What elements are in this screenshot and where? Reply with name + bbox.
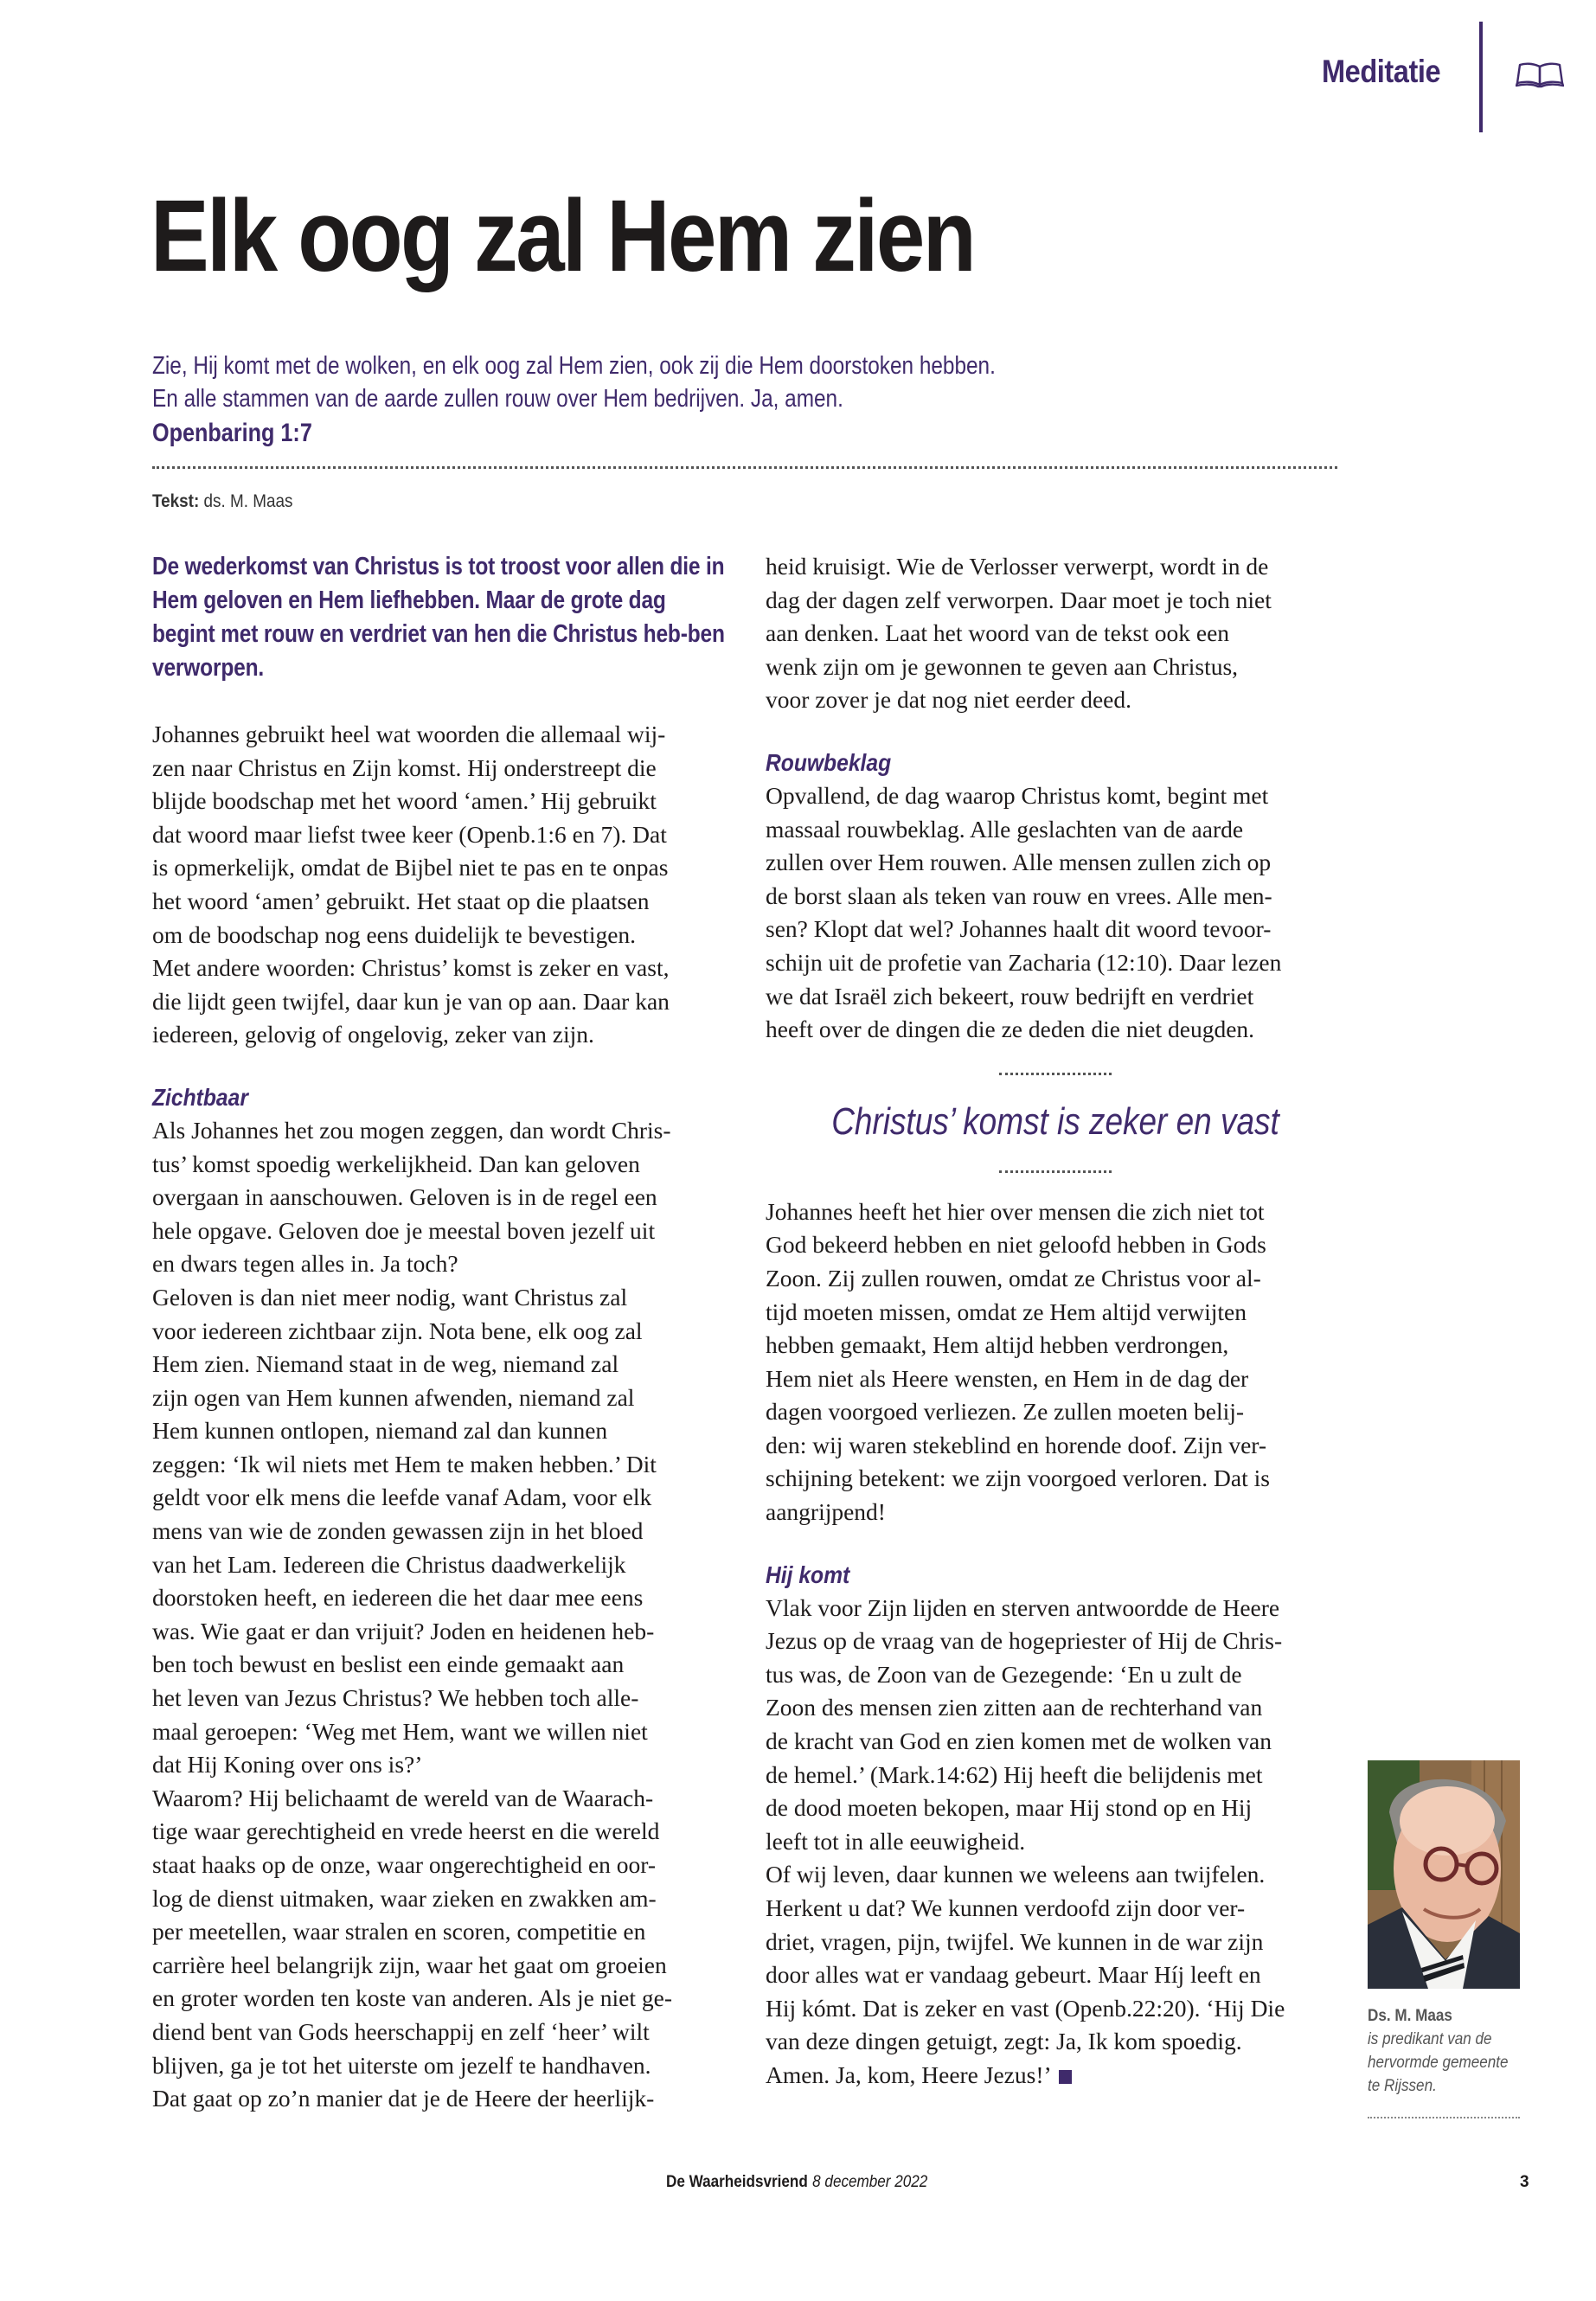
final-line: Amen. Ja, kom, Heere Jezus!’ [766, 2059, 1354, 2093]
text-line: Herkent u dat? We kunnen verdoofd zijn door ver- [766, 1894, 1246, 1921]
text-line: was. Wie gaat er dan vrijuit? Joden en heidenen heb- [152, 1617, 655, 1644]
bible-quote [152, 349, 1097, 450]
text-line: massaal rouwbeklag. Alle geslachten van de aarde [766, 815, 1244, 843]
text-line: Opvallend, de dag waarop Christus komt, begint met [766, 781, 1269, 809]
lead-paragraph: De wederkomst van Christus is tot troost voor allen die in Hem geloven en Hem liefhebben. Maar de grote dag begint met rouw en verdriet van hen die Christus heb-ben verworpen. [152, 553, 725, 682]
header-divider [1479, 22, 1483, 132]
text-line: de borst slaan als teken van rouw en vrees. Alle men- [766, 881, 1272, 909]
text-line: dat woord maar liefst twee keer (Openb.1:6 en 7). Dat [152, 820, 667, 848]
text-line: Hem zien. Niemand staat in de weg, niemand zal [152, 1350, 619, 1378]
pull-quote-divider-bottom [999, 1170, 1112, 1173]
text-line: die lijdt geen twijfel, daar kun je van op aan. Daar kan [152, 987, 670, 1015]
section-label: Meditatie [1322, 54, 1441, 89]
text-line: Als Johannes het zou mogen zeggen, dan wordt Chris- [152, 1116, 671, 1144]
text-line: aan denken. Laat het woord van de tekst ook een [766, 619, 1230, 647]
text-line: log de dienst uitmaken, waar zieken en zwakken am- [152, 1884, 657, 1912]
text-line: blijde boodschap met het woord ‘amen.’ Hij gebruikt [152, 787, 657, 815]
pull-quote [766, 1073, 1345, 1173]
text-line: hele opgave. Geloven doe je meestal boven jezelf uit [152, 1216, 656, 1244]
text-line: diend bent van Gods heerschappij en zelf ‘heer’ wilt [152, 2017, 650, 2045]
section-hij-komt-paragraph [766, 1592, 1354, 2093]
open-book-icon [1516, 62, 1564, 88]
text-line: hebben gemaakt, Hem altijd hebben verdrongen, [766, 1331, 1229, 1359]
text-line: zen naar Christus en Zijn komst. Hij onderstreept die [152, 753, 657, 781]
right-column [766, 550, 1354, 2093]
text-line: per meetellen, waar stralen en scoren, competitie en [152, 1918, 646, 1945]
publication-date: 8 december 2022 [812, 2173, 928, 2191]
text-line: carrière heel belangrijk zijn, waar het gaat om groeien [152, 1951, 667, 1978]
bible-quote-line: Zie, Hij komt met de wolken, en elk oog zal Hem zien, ook zij die Hem doorstoken hebben. [152, 352, 996, 380]
text-line: van deze dingen getuigt, zegt: Ja, Ik kom spoedig. [766, 2028, 1242, 2055]
text-line: Hem kunnen ontlopen, niemand zal dan kunnen [152, 1417, 608, 1445]
pull-quote-text: Christus’ komst is zeker en vast [831, 1099, 1279, 1143]
text-line: om de boodschap nog eens duidelijk te bevestigen. [152, 920, 637, 948]
bible-reference: Openbaring 1:7 [152, 419, 312, 447]
text-line: dagen voorgoed verliezen. Ze zullen moeten belij- [766, 1398, 1245, 1426]
text-line: de dood moeten bekopen, maar Hij stond op en Hij [766, 1794, 1253, 1822]
text-line: we dat Israël zich bekeert, rouw bedrijft en verdriet [766, 982, 1254, 1009]
article-title: Elk oog zal Hem zien [151, 179, 975, 293]
text-line: doorstoken heeft, en iedereen die het daar mee eens [152, 1584, 644, 1612]
author-role-line: hervormde gemeente [1368, 2054, 1509, 2072]
text-line: voor zover je dat nog niet eerder deed. [766, 686, 1132, 714]
text-line: dag der dagen zelf verworpen. Daar moet je toch niet [766, 586, 1272, 613]
text-line: en groter worden ten koste van anderen. Als je niet ge- [152, 1984, 672, 2012]
text-line: ben toch bewust en beslist een einde gemaakt aan [152, 1650, 625, 1678]
text-line: dat Hij Koning over ons is?’ [152, 1751, 423, 1779]
text-line: het leven van Jezus Christus? We hebben toch alle- [152, 1684, 639, 1712]
end-of-article-mark [1059, 2070, 1072, 2084]
caption-divider [1368, 2117, 1520, 2118]
text-line: den: wij waren stekeblind en horende doof. Zijn ver- [766, 1431, 1267, 1458]
text-line: Vlak voor Zijn lijden en sterven antwoordde de Heere [766, 1593, 1280, 1621]
text-line: zullen over Hem rouwen. Alle mensen zullen zich op [766, 849, 1272, 876]
author-portrait-illustration [1368, 1760, 1520, 1989]
text-line: Hem niet als Heere wensten, en Hem in de dag der [766, 1364, 1249, 1392]
text-line: Waarom? Hij belichaamt de wereld van de Waarach- [152, 1784, 654, 1811]
page-footer [666, 2173, 927, 2192]
byline-label: Tekst: [152, 491, 200, 511]
text-line: Dat gaat op zo’n manier dat je de Heere der heerlijk- [152, 2085, 655, 2112]
text-line: heeft over de dingen die ze deden die niet deugden. [766, 1016, 1255, 1043]
text-line: van het Lam. Iedereen die Christus daadwerkelijk [152, 1550, 626, 1578]
text-line: Zoon des mensen zien zitten aan de rechterhand van [766, 1694, 1263, 1721]
text-line: Geloven is dan niet meer nodig, want Christus zal [152, 1283, 628, 1311]
subheading-rouwbeklag: Rouwbeklag [766, 748, 892, 776]
text-line: de hemel.’ (Mark.14:62) Hij heeft die belijdenis met [766, 1760, 1263, 1788]
quote-divider [152, 466, 1337, 469]
section-zichtbaar-paragraph [152, 1114, 740, 2116]
subheading-zichtbaar: Zichtbaar [152, 1083, 248, 1111]
author-name: Ds. M. Maas [1368, 2007, 1452, 2025]
author-role-line: is predikant van de [1368, 2030, 1492, 2048]
text-line: staat haaks op de onze, waar ongerechtigheid en oor- [152, 1851, 657, 1878]
text-line: heid kruisigt. Wie de Verlosser verwerpt, wordt in de [766, 553, 1269, 580]
text-line: God bekeerd hebben en niet geloofd hebben in Gods [766, 1231, 1266, 1259]
section-rouwbeklag-paragraph-2 [766, 1195, 1354, 1529]
text-line: Zoon. Zij zullen rouwen, omdat ze Christus voor al- [766, 1264, 1261, 1292]
text-line: leeft tot in alle eeuwigheid. [766, 1827, 1026, 1855]
text-line: tijd moeten missen, omdat ze Hem altijd verwijten [766, 1298, 1247, 1325]
text-line: Jezus op de vraag van de hogepriester of Hij de Chris- [766, 1627, 1283, 1655]
bible-quote-line: En alle stammen van de aarde zullen rouw over Hem bedrijven. Ja, amen. [152, 385, 843, 413]
publication-name: De Waarheidsvriend [666, 2173, 808, 2191]
text-line: schijn uit de profetie van Zacharia (12:10). Daar lezen [766, 948, 1282, 976]
text-line: Johannes heeft het hier over mensen die zich niet tot [766, 1197, 1265, 1225]
author-role-line: te Rijssen. [1368, 2077, 1437, 2095]
text-line: blijven, ga je tot het uiterste om jezelf te handhaven. [152, 2051, 651, 2079]
text-line: Of wij leven, daar kunnen we weleens aan twijfelen. [766, 1861, 1266, 1888]
continuation-paragraph [766, 550, 1354, 717]
left-column [152, 550, 740, 2116]
text-line: sen? Klopt dat wel? Johannes haalt dit woord tevoor- [766, 915, 1272, 943]
text-line: tus’ komst spoedig werkelijkheid. Dan kan geloven [152, 1150, 640, 1177]
text-line: zijn ogen van Hem kunnen afwenden, niemand zal [152, 1383, 635, 1411]
text-line: wenk zijn om je gewonnen te geven aan Christus, [766, 652, 1239, 680]
subheading-hij-komt: Hij komt [766, 1561, 850, 1588]
text-line: en dwars tegen alles in. Ja toch? [152, 1250, 458, 1278]
intro-paragraph [152, 718, 740, 1052]
text-line: zeggen: ‘Ik wil niets met Hem te maken hebben.’ Dit [152, 1450, 657, 1477]
text-line: aangrijpend! [766, 1498, 886, 1526]
section-rouwbeklag-paragraph [766, 779, 1354, 1047]
byline-author: ds. M. Maas [203, 491, 293, 511]
author-photo [1368, 1760, 1520, 1989]
pull-quote-divider-top [999, 1073, 1112, 1075]
text-line: schijning betekent: we zijn voorgoed verloren. Dat is [766, 1465, 1270, 1492]
text-line: voor iedereen zichtbaar zijn. Nota bene, elk oog zal [152, 1317, 643, 1344]
text-line: is opmerkelijk, omdat de Bijbel niet te pas en te onpas [152, 854, 669, 881]
text-line: maal geroepen: ‘Weg met Hem, want we willen niet [152, 1717, 648, 1745]
text-line: overgaan in aanschouwen. Geloven is in de regel een [152, 1183, 657, 1211]
text-line: tus was, de Zoon van de Gezegende: ‘En u zult de [766, 1660, 1242, 1688]
text-line: Johannes gebruikt heel wat woorden die allemaal wij- [152, 721, 666, 747]
text-line: geldt voor elk mens die leefde vanaf Adam, voor elk [152, 1484, 652, 1511]
author-caption [1368, 2004, 1532, 2098]
text-line: door alles wat er vandaag gebeurt. Maar Híj leeft en [766, 1961, 1261, 1989]
text-line: het woord ‘amen’ gebruikt. Het staat op die plaatsen [152, 887, 650, 914]
page-number: 3 [1520, 2173, 1529, 2191]
text-line: iedereen, gelovig of ongelovig, zeker van zijn. [152, 1021, 594, 1048]
byline [152, 491, 292, 512]
text-line: tige waar gerechtigheid en vrede heerst en die wereld [152, 1817, 660, 1845]
text-line: Met andere woorden: Christus’ komst is zeker en vast, [152, 954, 670, 982]
text-line: de kracht van God en zien komen met de wolken van [766, 1727, 1272, 1755]
text-line: driet, vragen, pijn, twijfel. We kunnen in de war zijn [766, 1927, 1264, 1955]
text-line: Hij kómt. Dat is zeker en vast (Openb.22:20). ‘Hij Die [766, 1994, 1285, 2022]
text-line: mens van wie de zonden gewassen zijn in het bloed [152, 1517, 644, 1545]
